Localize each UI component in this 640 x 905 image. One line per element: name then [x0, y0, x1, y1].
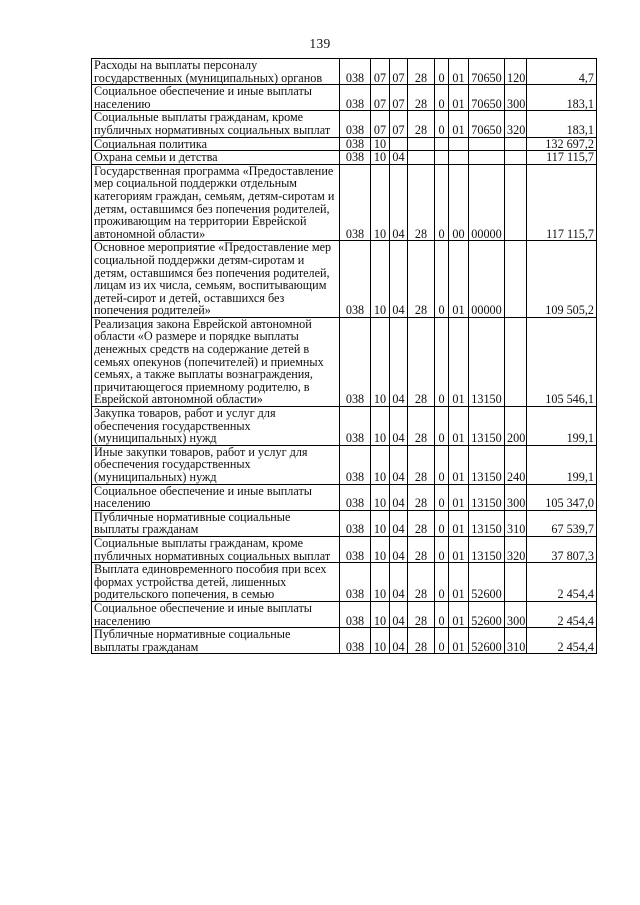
expense-type-code	[505, 137, 527, 151]
section-code: 10	[371, 563, 390, 602]
program-code: 28	[408, 536, 435, 562]
subprogram-code: 0	[435, 563, 449, 602]
table-row	[92, 628, 597, 654]
amount-value: 183,1	[527, 85, 597, 111]
budget-item-name: Закупка товаров, работ и услуг для обеспечения государственных (муниципальных) нужд	[92, 407, 340, 446]
budget-item-name: Основное мероприятие «Предоставление мер социальной поддержки детям-сиротам и детям, оставшимся без попечения родителей, лицам из их числа, семьям, воспитывающим детей-сирот и детей, оставшихся без попечения родителей»	[92, 241, 340, 318]
program-code: 28	[408, 601, 435, 627]
expense-type-code: 320	[505, 111, 527, 137]
amount-value: 4,7	[527, 59, 597, 85]
ministry-code: 038	[340, 407, 371, 446]
section-code: 10	[371, 137, 390, 151]
ministry-code: 038	[340, 510, 371, 536]
main-activity-code: 01	[449, 241, 469, 318]
program-code: 28	[408, 59, 435, 85]
main-activity-code: 01	[449, 317, 469, 406]
section-code: 07	[371, 85, 390, 111]
expense-direction-code: 00000	[469, 241, 505, 318]
section-code: 07	[371, 59, 390, 85]
subprogram-code: 0	[435, 536, 449, 562]
program-code	[408, 151, 435, 165]
expense-type-code: 300	[505, 601, 527, 627]
amount-value: 132 697,2	[527, 137, 597, 151]
budget-item-name: Иные закупки товаров, работ и услуг для обеспечения государственных (муниципальных) нужд	[92, 445, 340, 484]
subprogram-code: 0	[435, 510, 449, 536]
subprogram-code: 0	[435, 317, 449, 406]
main-activity-code: 01	[449, 59, 469, 85]
subsection-code: 04	[390, 151, 408, 165]
expense-type-code	[505, 241, 527, 318]
budget-item-name: Выплата единовременного пособия при всех формах устройства детей, лишенных родительского попечения, в семью	[92, 563, 340, 602]
subprogram-code: 0	[435, 241, 449, 318]
subsection-code: 04	[390, 484, 408, 510]
expense-type-code: 120	[505, 59, 527, 85]
section-code: 10	[371, 628, 390, 654]
expense-type-code	[505, 563, 527, 602]
budget-item-name: Публичные нормативные социальные выплаты гражданам	[92, 628, 340, 654]
expense-direction-code: 13150	[469, 317, 505, 406]
ministry-code: 038	[340, 628, 371, 654]
program-code: 28	[408, 628, 435, 654]
table-row	[92, 510, 597, 536]
main-activity-code: 01	[449, 407, 469, 446]
subprogram-code	[435, 151, 449, 165]
section-code: 10	[371, 536, 390, 562]
ministry-code: 038	[340, 563, 371, 602]
expense-direction-code: 70650	[469, 85, 505, 111]
amount-value: 199,1	[527, 407, 597, 446]
amount-value: 105 347,0	[527, 484, 597, 510]
subprogram-code: 0	[435, 601, 449, 627]
budget-item-name: Охрана семьи и детства	[92, 151, 340, 165]
amount-value: 109 505,2	[527, 241, 597, 318]
subsection-code: 04	[390, 164, 408, 241]
expense-direction-code: 00000	[469, 164, 505, 241]
ministry-code: 038	[340, 484, 371, 510]
expense-direction-code	[469, 151, 505, 165]
subprogram-code	[435, 137, 449, 151]
program-code	[408, 137, 435, 151]
amount-value: 117 115,7	[527, 164, 597, 241]
subprogram-code: 0	[435, 407, 449, 446]
main-activity-code: 01	[449, 628, 469, 654]
table-row	[92, 59, 597, 85]
ministry-code: 038	[340, 164, 371, 241]
main-activity-code: 01	[449, 563, 469, 602]
main-activity-code: 01	[449, 484, 469, 510]
subprogram-code: 0	[435, 628, 449, 654]
subprogram-code: 0	[435, 85, 449, 111]
main-activity-code: 01	[449, 85, 469, 111]
table-row	[92, 484, 597, 510]
program-code: 28	[408, 85, 435, 111]
section-code: 10	[371, 445, 390, 484]
expense-type-code	[505, 317, 527, 406]
expense-direction-code: 13150	[469, 484, 505, 510]
subsection-code: 04	[390, 536, 408, 562]
budget-table	[91, 58, 597, 654]
main-activity-code: 00	[449, 164, 469, 241]
program-code: 28	[408, 563, 435, 602]
subsection-code: 04	[390, 317, 408, 406]
expense-type-code: 320	[505, 536, 527, 562]
table-row	[92, 445, 597, 484]
expense-type-code: 310	[505, 510, 527, 536]
amount-value: 117 115,7	[527, 151, 597, 165]
program-code: 28	[408, 407, 435, 446]
ministry-code: 038	[340, 601, 371, 627]
section-code: 10	[371, 407, 390, 446]
subsection-code: 04	[390, 601, 408, 627]
program-code: 28	[408, 445, 435, 484]
section-code: 10	[371, 164, 390, 241]
budget-item-name: Расходы на выплаты персоналу государственных (муниципальных) органов	[92, 59, 340, 85]
expense-type-code: 300	[505, 85, 527, 111]
subprogram-code: 0	[435, 111, 449, 137]
table-row	[92, 151, 597, 165]
subsection-code: 04	[390, 510, 408, 536]
subsection-code: 04	[390, 563, 408, 602]
ministry-code: 038	[340, 151, 371, 165]
expense-direction-code: 70650	[469, 111, 505, 137]
budget-item-name: Социальные выплаты гражданам, кроме публичных нормативных социальных выплат	[92, 111, 340, 137]
main-activity-code: 01	[449, 445, 469, 484]
program-code: 28	[408, 510, 435, 536]
amount-value: 2 454,4	[527, 628, 597, 654]
section-code: 10	[371, 151, 390, 165]
amount-value: 199,1	[527, 445, 597, 484]
table-row	[92, 111, 597, 137]
main-activity-code: 01	[449, 510, 469, 536]
subsection-code: 04	[390, 628, 408, 654]
budget-item-name: Социальное обеспечение и иные выплаты населению	[92, 601, 340, 627]
table-row	[92, 137, 597, 151]
expense-type-code: 240	[505, 445, 527, 484]
ministry-code: 038	[340, 85, 371, 111]
expense-direction-code: 70650	[469, 59, 505, 85]
budget-table-body	[92, 59, 597, 654]
expense-type-code: 300	[505, 484, 527, 510]
subsection-code	[390, 137, 408, 151]
program-code: 28	[408, 164, 435, 241]
expense-direction-code: 13150	[469, 536, 505, 562]
budget-item-name: Социальное обеспечение и иные выплаты населению	[92, 484, 340, 510]
expense-type-code	[505, 151, 527, 165]
subsection-code: 04	[390, 445, 408, 484]
table-row	[92, 317, 597, 406]
expense-direction-code	[469, 137, 505, 151]
expense-direction-code: 52600	[469, 563, 505, 602]
subsection-code: 04	[390, 407, 408, 446]
table-row	[92, 85, 597, 111]
ministry-code: 038	[340, 137, 371, 151]
section-code: 10	[371, 484, 390, 510]
subsection-code: 07	[390, 111, 408, 137]
expense-direction-code: 52600	[469, 601, 505, 627]
program-code: 28	[408, 317, 435, 406]
expense-direction-code: 13150	[469, 445, 505, 484]
main-activity-code: 01	[449, 536, 469, 562]
main-activity-code	[449, 151, 469, 165]
budget-item-name: Публичные нормативные социальные выплаты гражданам	[92, 510, 340, 536]
amount-value: 2 454,4	[527, 563, 597, 602]
amount-value: 105 546,1	[527, 317, 597, 406]
budget-item-name: Государственная программа «Предоставление мер социальной поддержки отдельным категориям граждан, семьям, детям-сиротам и детям, оставшимся без попечения родителей, проживающим на территории Еврейской автономной области»	[92, 164, 340, 241]
ministry-code: 038	[340, 317, 371, 406]
amount-value: 67 539,7	[527, 510, 597, 536]
ministry-code: 038	[340, 241, 371, 318]
budget-item-name: Социальная политика	[92, 137, 340, 151]
ministry-code: 038	[340, 445, 371, 484]
section-code: 10	[371, 601, 390, 627]
subsection-code: 07	[390, 85, 408, 111]
budget-item-name: Социальные выплаты гражданам, кроме публичных нормативных социальных выплат	[92, 536, 340, 562]
main-activity-code: 01	[449, 601, 469, 627]
table-row	[92, 407, 597, 446]
table-row	[92, 601, 597, 627]
program-code: 28	[408, 111, 435, 137]
table-row	[92, 536, 597, 562]
page-number: 139	[309, 36, 331, 51]
amount-value: 37 807,3	[527, 536, 597, 562]
expense-direction-code: 13150	[469, 407, 505, 446]
expense-type-code: 200	[505, 407, 527, 446]
section-code: 07	[371, 111, 390, 137]
subprogram-code: 0	[435, 59, 449, 85]
table-row	[92, 164, 597, 241]
amount-value: 183,1	[527, 111, 597, 137]
amount-value: 2 454,4	[527, 601, 597, 627]
ministry-code: 038	[340, 59, 371, 85]
subprogram-code: 0	[435, 445, 449, 484]
subprogram-code: 0	[435, 484, 449, 510]
subsection-code: 07	[390, 59, 408, 85]
main-activity-code: 01	[449, 111, 469, 137]
section-code: 10	[371, 510, 390, 536]
table-row	[92, 241, 597, 318]
section-code: 10	[371, 317, 390, 406]
subsection-code: 04	[390, 241, 408, 318]
subprogram-code: 0	[435, 164, 449, 241]
main-activity-code	[449, 137, 469, 151]
section-code: 10	[371, 241, 390, 318]
budget-item-name: Социальное обеспечение и иные выплаты населению	[92, 85, 340, 111]
expense-direction-code: 13150	[469, 510, 505, 536]
expense-type-code: 310	[505, 628, 527, 654]
program-code: 28	[408, 241, 435, 318]
expense-direction-code: 52600	[469, 628, 505, 654]
expense-type-code	[505, 164, 527, 241]
program-code: 28	[408, 484, 435, 510]
budget-item-name: Реализация закона Еврейской автономной области «О размере и порядке выплаты денежных средств на содержание детей в семьях опекунов (попечителей) и приемных семьях, а также выплаты вознаграждения, причитающегося приемному родителю, в Еврейской автономной области»	[92, 317, 340, 406]
ministry-code: 038	[340, 536, 371, 562]
ministry-code: 038	[340, 111, 371, 137]
table-row	[92, 563, 597, 602]
